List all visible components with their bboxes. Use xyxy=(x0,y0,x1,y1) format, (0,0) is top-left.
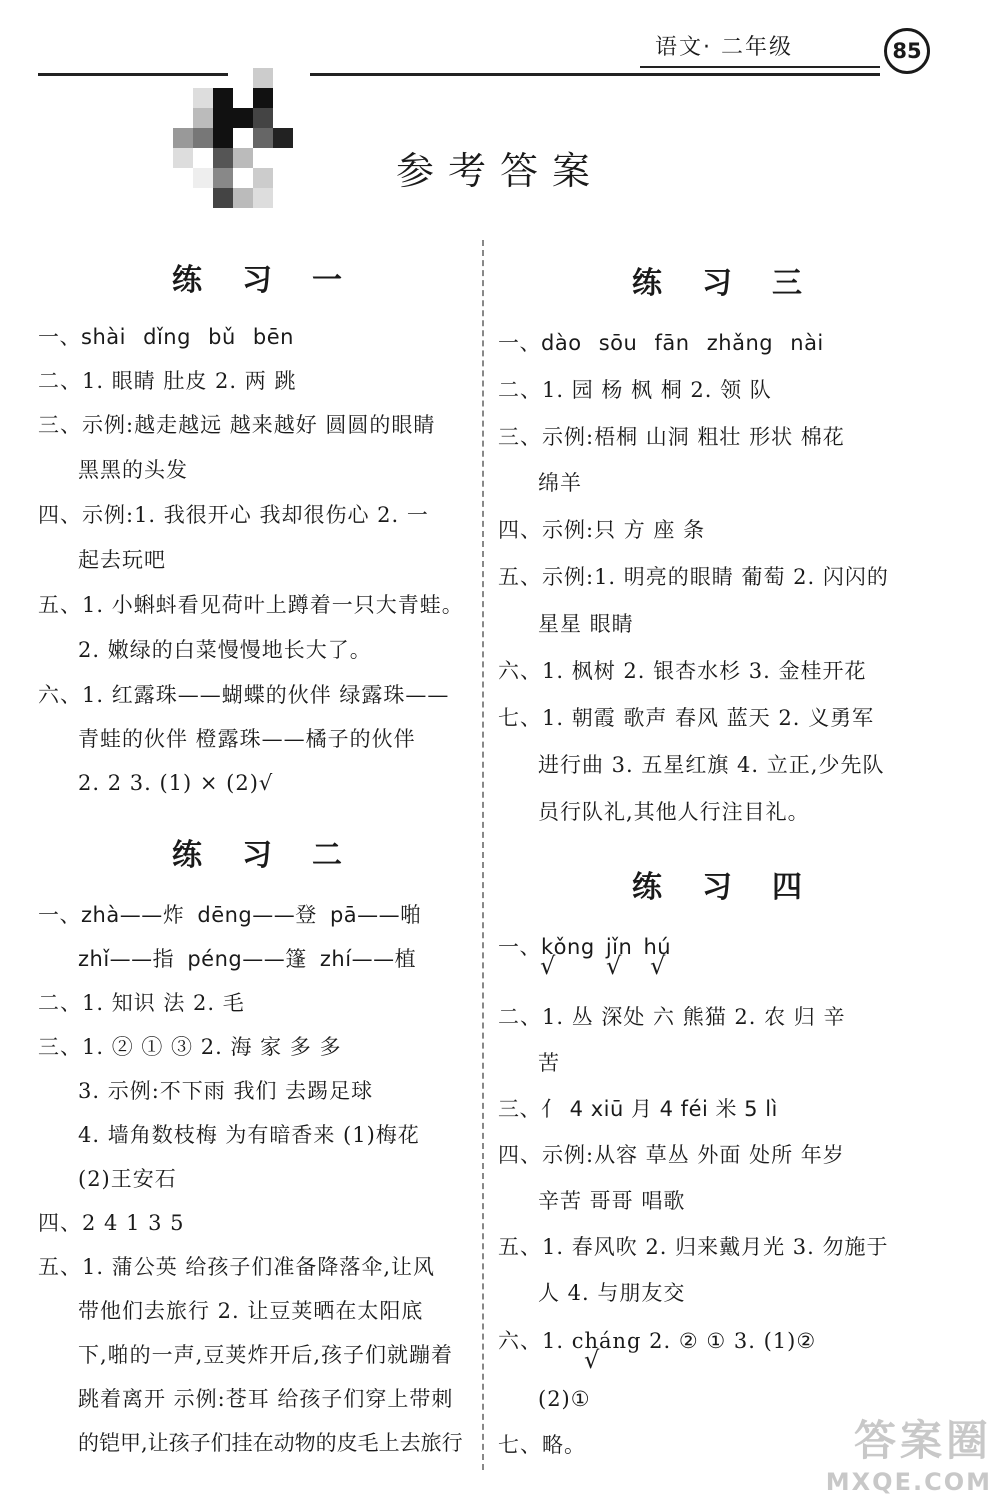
answer-line: 三、示例:梧桐 山洞 粗壮 形状 棉花 xyxy=(498,425,845,449)
check-mark: √ xyxy=(606,952,622,980)
watermark xyxy=(826,1408,992,1496)
answer-line: 员行队礼,其他人行注目礼。 xyxy=(538,800,810,824)
answer-line: 3. 示例:不下雨 我们 去踢足球 xyxy=(78,1079,374,1103)
qr-code-mosaic xyxy=(168,68,293,213)
answer-line: 跳着离开 示例:苍耳 给孩子们穿上带刺 xyxy=(78,1387,454,1411)
answer-line: zhǐ——指 péng——篷 zhí——植 xyxy=(78,947,417,971)
answer-line: 六、1. cháng 2. ② ① 3. (1)② xyxy=(498,1329,817,1353)
answer-line: 七、略。 xyxy=(498,1433,586,1457)
section-title-4: 练习四 xyxy=(632,870,842,905)
answer-line: 一、zhà——炸 dēng——登 pā——啪 xyxy=(38,903,422,927)
header-rule-thin xyxy=(640,66,880,68)
answer-line: 2. 嫩绿的白菜慢慢地长大了。 xyxy=(78,638,372,662)
answer-line: 苦 xyxy=(538,1051,560,1075)
answer-line: (2)① xyxy=(538,1387,591,1411)
answer-line: 一、kǒng jǐn hú xyxy=(498,935,672,959)
answer-line: 七、1. 朝霞 歌声 春风 蓝天 2. 义勇军 xyxy=(498,706,875,730)
answer-line: 青蛙的伙伴 橙露珠——橘子的伙伴 xyxy=(78,727,416,751)
answer-line: 四、2 4 1 3 5 xyxy=(38,1211,185,1235)
answer-line: (2)王安石 xyxy=(78,1167,177,1191)
answer-line: 六、1. 红露珠——蝴蝶的伙伴 绿露珠—— xyxy=(38,683,450,707)
section-title-1: 练习一 xyxy=(172,263,382,298)
answer-line: 辛苦 哥哥 唱歌 xyxy=(538,1189,686,1213)
watermark-logo: 答案圈 xyxy=(853,1416,992,1465)
column-divider xyxy=(482,240,484,1470)
check-mark: √ xyxy=(584,1346,600,1374)
answer-line: 人 4. 与朋友交 xyxy=(538,1281,686,1305)
header-subject: 语文· 二年级 xyxy=(655,35,793,60)
answer-line: 进行曲 3. 五星红旗 4. 立正,少先队 xyxy=(538,753,885,777)
answer-line: 一、shài dǐng bǔ bēn xyxy=(38,325,294,349)
answer-line: 四、示例:只 方 座 条 xyxy=(498,518,706,542)
answer-line: 二、1. 丛 深处 六 熊猫 2. 农 归 辛 xyxy=(498,1005,846,1029)
answer-line: 五、1. 小蝌蚪看见荷叶上蹲着一只大青蛙。 xyxy=(38,593,464,617)
page-title: 参考答案 xyxy=(395,149,604,193)
answer-line: 六、1. 枫树 2. 银杏水杉 3. 金桂开花 xyxy=(498,659,867,683)
answer-line: 带他们去旅行 2. 让豆荚晒在太阳底 xyxy=(78,1299,424,1323)
answer-line: 4. 墙角数枝梅 为有暗香来 (1)梅花 xyxy=(78,1123,420,1147)
answer-line: 的铠甲,让孩子们挂在动物的皮毛上去旅行 xyxy=(78,1431,463,1455)
answer-line: 五、1. 春风吹 2. 归来戴月光 3. 勿施于 xyxy=(498,1235,889,1259)
answer-line: 四、示例:从容 草丛 外面 处所 年岁 xyxy=(498,1143,845,1167)
answer-line: 五、示例:1. 明亮的眼睛 葡萄 2. 闪闪的 xyxy=(498,565,889,589)
answer-line: 二、1. 眼睛 肚皮 2. 两 跳 xyxy=(38,369,297,393)
answer-line: 三、亻 4 xiū 月 4 féi 米 5 lì xyxy=(498,1097,778,1121)
section-title-2: 练习二 xyxy=(172,838,382,873)
answer-line: 2. 2 3. (1) × (2)√ xyxy=(78,771,274,795)
answer-line: 五、1. 蒲公英 给孩子们准备降落伞,让风 xyxy=(38,1255,436,1279)
check-mark: √ xyxy=(650,952,666,980)
answer-line: 起去玩吧 xyxy=(78,548,166,572)
check-mark: √ xyxy=(540,952,556,980)
answer-line: 三、1. ② ① ③ 2. 海 家 多 多 xyxy=(38,1035,342,1059)
page-number: 85 xyxy=(884,28,930,74)
answer-line: 绵羊 xyxy=(538,471,582,495)
answer-line: 四、示例:1. 我很开心 我却很伤心 2. 一 xyxy=(38,503,429,527)
header-rule-right xyxy=(310,73,880,76)
answer-line: 下,啪的一声,豆荚炸开后,孩子们就蹦着 xyxy=(78,1343,454,1367)
section-title-3: 练习三 xyxy=(632,266,842,301)
watermark-url: MXQE.COM xyxy=(825,1468,992,1496)
answer-line: 二、1. 知识 法 2. 毛 xyxy=(38,991,245,1015)
answer-line: 黑黑的头发 xyxy=(78,458,188,482)
answer-line: 二、1. 园 杨 枫 桐 2. 领 队 xyxy=(498,378,772,402)
answer-line: 星星 眼睛 xyxy=(538,612,634,636)
answer-line: 三、示例:越走越远 越来越好 圆圆的眼睛 xyxy=(38,413,436,437)
answer-line: 一、dào sōu fān zhǎng nài xyxy=(498,331,824,355)
